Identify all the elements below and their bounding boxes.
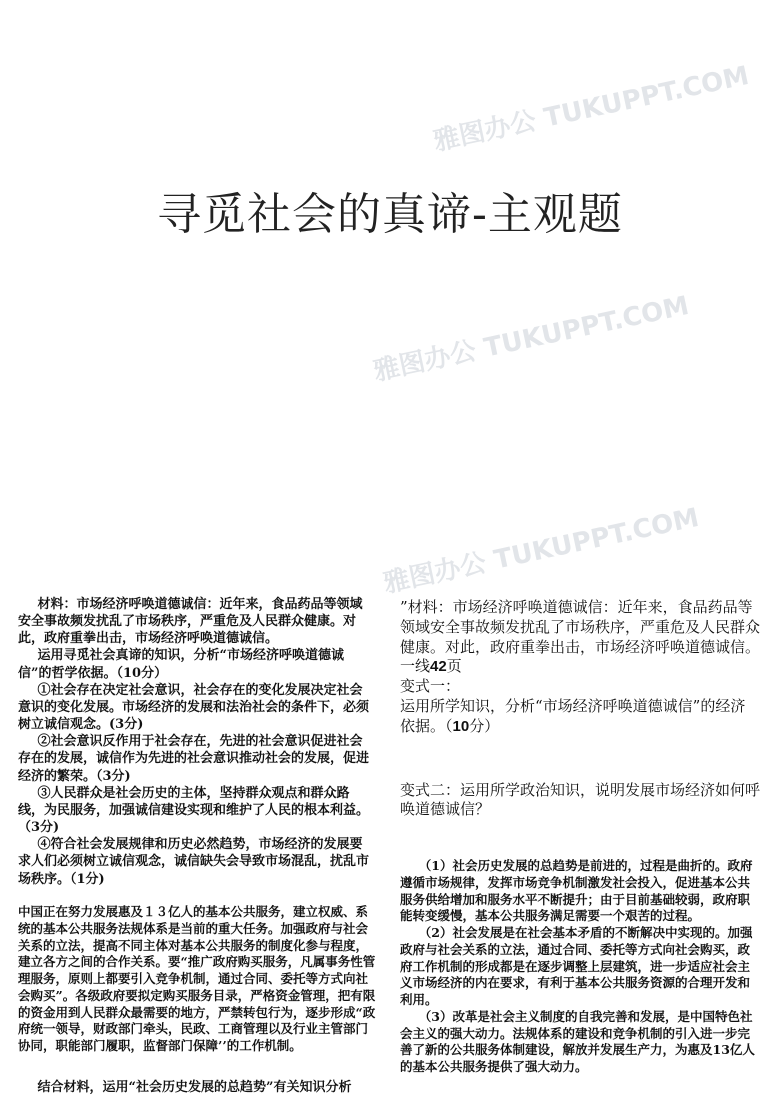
- material-paragraph: 中国正在努力发展惠及１３亿人的基本公共服务，建立权威、系统的基本公共服务法规体系是当前的重大任务。加强政府与社会关系的立法，提高不同主体对基本公共服务的制度化参与程度，建立各方之间的合作关系。要“推广政府购买服务，凡属事务性管理服务，原则上都要引入竞争机制，通过合同、委托等方式向社会购买”。各级政府要拟定购买服务目录，严格资金管理，把有限的资金用到人民群众最需要的地方，严禁转包行为，逐步形成“政府统一领导，财政部门牵头，民政、工商管理以及行业主管部门协同，职能部门履职，监督部门保障’’的工作机制。: [18, 904, 376, 1053]
- material-text: [400, 598, 760, 677]
- material-analysis-block: [18, 596, 370, 888]
- material-text: 材料：市场经济呼唤道德诚信：近年来，食品药品等领域安全事故频发扰乱了市场秩序，严重危及人民群众健康。对此，政府重拳出击，市场经济呼唤道德诚信。: [18, 597, 363, 647]
- variant-one-label: 变式一：: [400, 677, 461, 696]
- page-title: 寻觅社会的真谛-主观题: [157, 189, 623, 240]
- variant-one-question: [400, 697, 760, 737]
- variant-one-text: 运用所学知识，分析“市场经济呼唤道德诚信”的经济依据。（: [400, 696, 746, 735]
- watermark-text: 雅图办公 TUKUPPT.COM: [370, 290, 692, 388]
- answer-item: （1）社会历史发展的总趋势是前进的，过程是曲折的。政府遵循市场规律，发挥市场竞争机制激发社会投入，促进基本公共服务供给增加和服务水平不断提升；由于目前基础较弱，政府职能转变缓慢，基本公共服务满足需要一个艰苦的过程。: [400, 858, 753, 924]
- variant-two-question: 变式二：运用所学政治知识，说明发展市场经济如何呼唤道德诚信？: [400, 780, 761, 819]
- answer-block: [400, 858, 762, 1076]
- variant-one-score: 10: [452, 717, 470, 735]
- question-text: 结合材料，运用“社会历史发展的总趋势”有关知识分析: [37, 1079, 352, 1095]
- answer-item: （2）社会发展是在社会基本矛盾的不断解决中实现的。加强政府与社会关系的立法，通过合同、委托等方式向社会购买，政府工作机制的形成都是在逐步调整上层建筑，进一步适应社会主义市场经济的内在要求，有利于基本公共服务资源的合理开发和利用。: [400, 925, 753, 1007]
- answer-item: （3）改革是社会主义制度的自我完善和发展，是中国特色社会主义的强大动力。法规体系的建设和竞争机制的引入进一步完善了新的公共服务体制建设，解放并发展生产力，为惠及13亿人的基本公共服务提供了强大动力。: [400, 1008, 755, 1074]
- answer-item: ②社会意识反作用于社会存在，先进的社会意识促进社会存在的发展，诚信作为先进的社会意识推动社会的发展，促进经济的繁荣。（3分): [18, 734, 370, 784]
- question-text: 运用寻觅社会真谛的知识，分析“市场经济呼唤道德诚信”的哲学依据。（10分）: [18, 648, 344, 681]
- answer-item: ③人民群众是社会历史的主体，坚持群众观点和群众路线，为民服务，加强诚信建设实现和维护了人民的根本利益。（3分): [18, 785, 370, 836]
- public-service-material: [18, 904, 376, 1096]
- answer-item: ④符合社会发展规律和历史必然趋势，市场经济的发展要求人们必须树立诚信观念，诚信缺失会导致市场混乱，扰乱市场秩序。（1分): [18, 837, 370, 887]
- watermark-text: 雅图办公 TUKUPPT.COM: [380, 502, 702, 600]
- answer-item: ①社会存在决定社会意识，社会存在的变化发展决定社会意识的变化发展。市场经济的发展和法治社会的条件下，必须树立诚信观念。(3分): [18, 682, 370, 733]
- page-number: 42: [430, 658, 447, 676]
- material-body: ”材料：市场经济呼唤道德诚信：近年来，食品药品等领域安全事故频发扰乱了市场秩序，严重危及人民群众健康。对此，政府重拳出击，市场经济呼唤道德诚信。一线: [400, 598, 761, 676]
- variant-one-end: 分）: [469, 716, 500, 735]
- variant-questions-block: [400, 598, 760, 820]
- page-suffix: 页: [446, 657, 462, 676]
- watermark-text: 雅图办公 TUKUPPT.COM: [430, 60, 752, 158]
